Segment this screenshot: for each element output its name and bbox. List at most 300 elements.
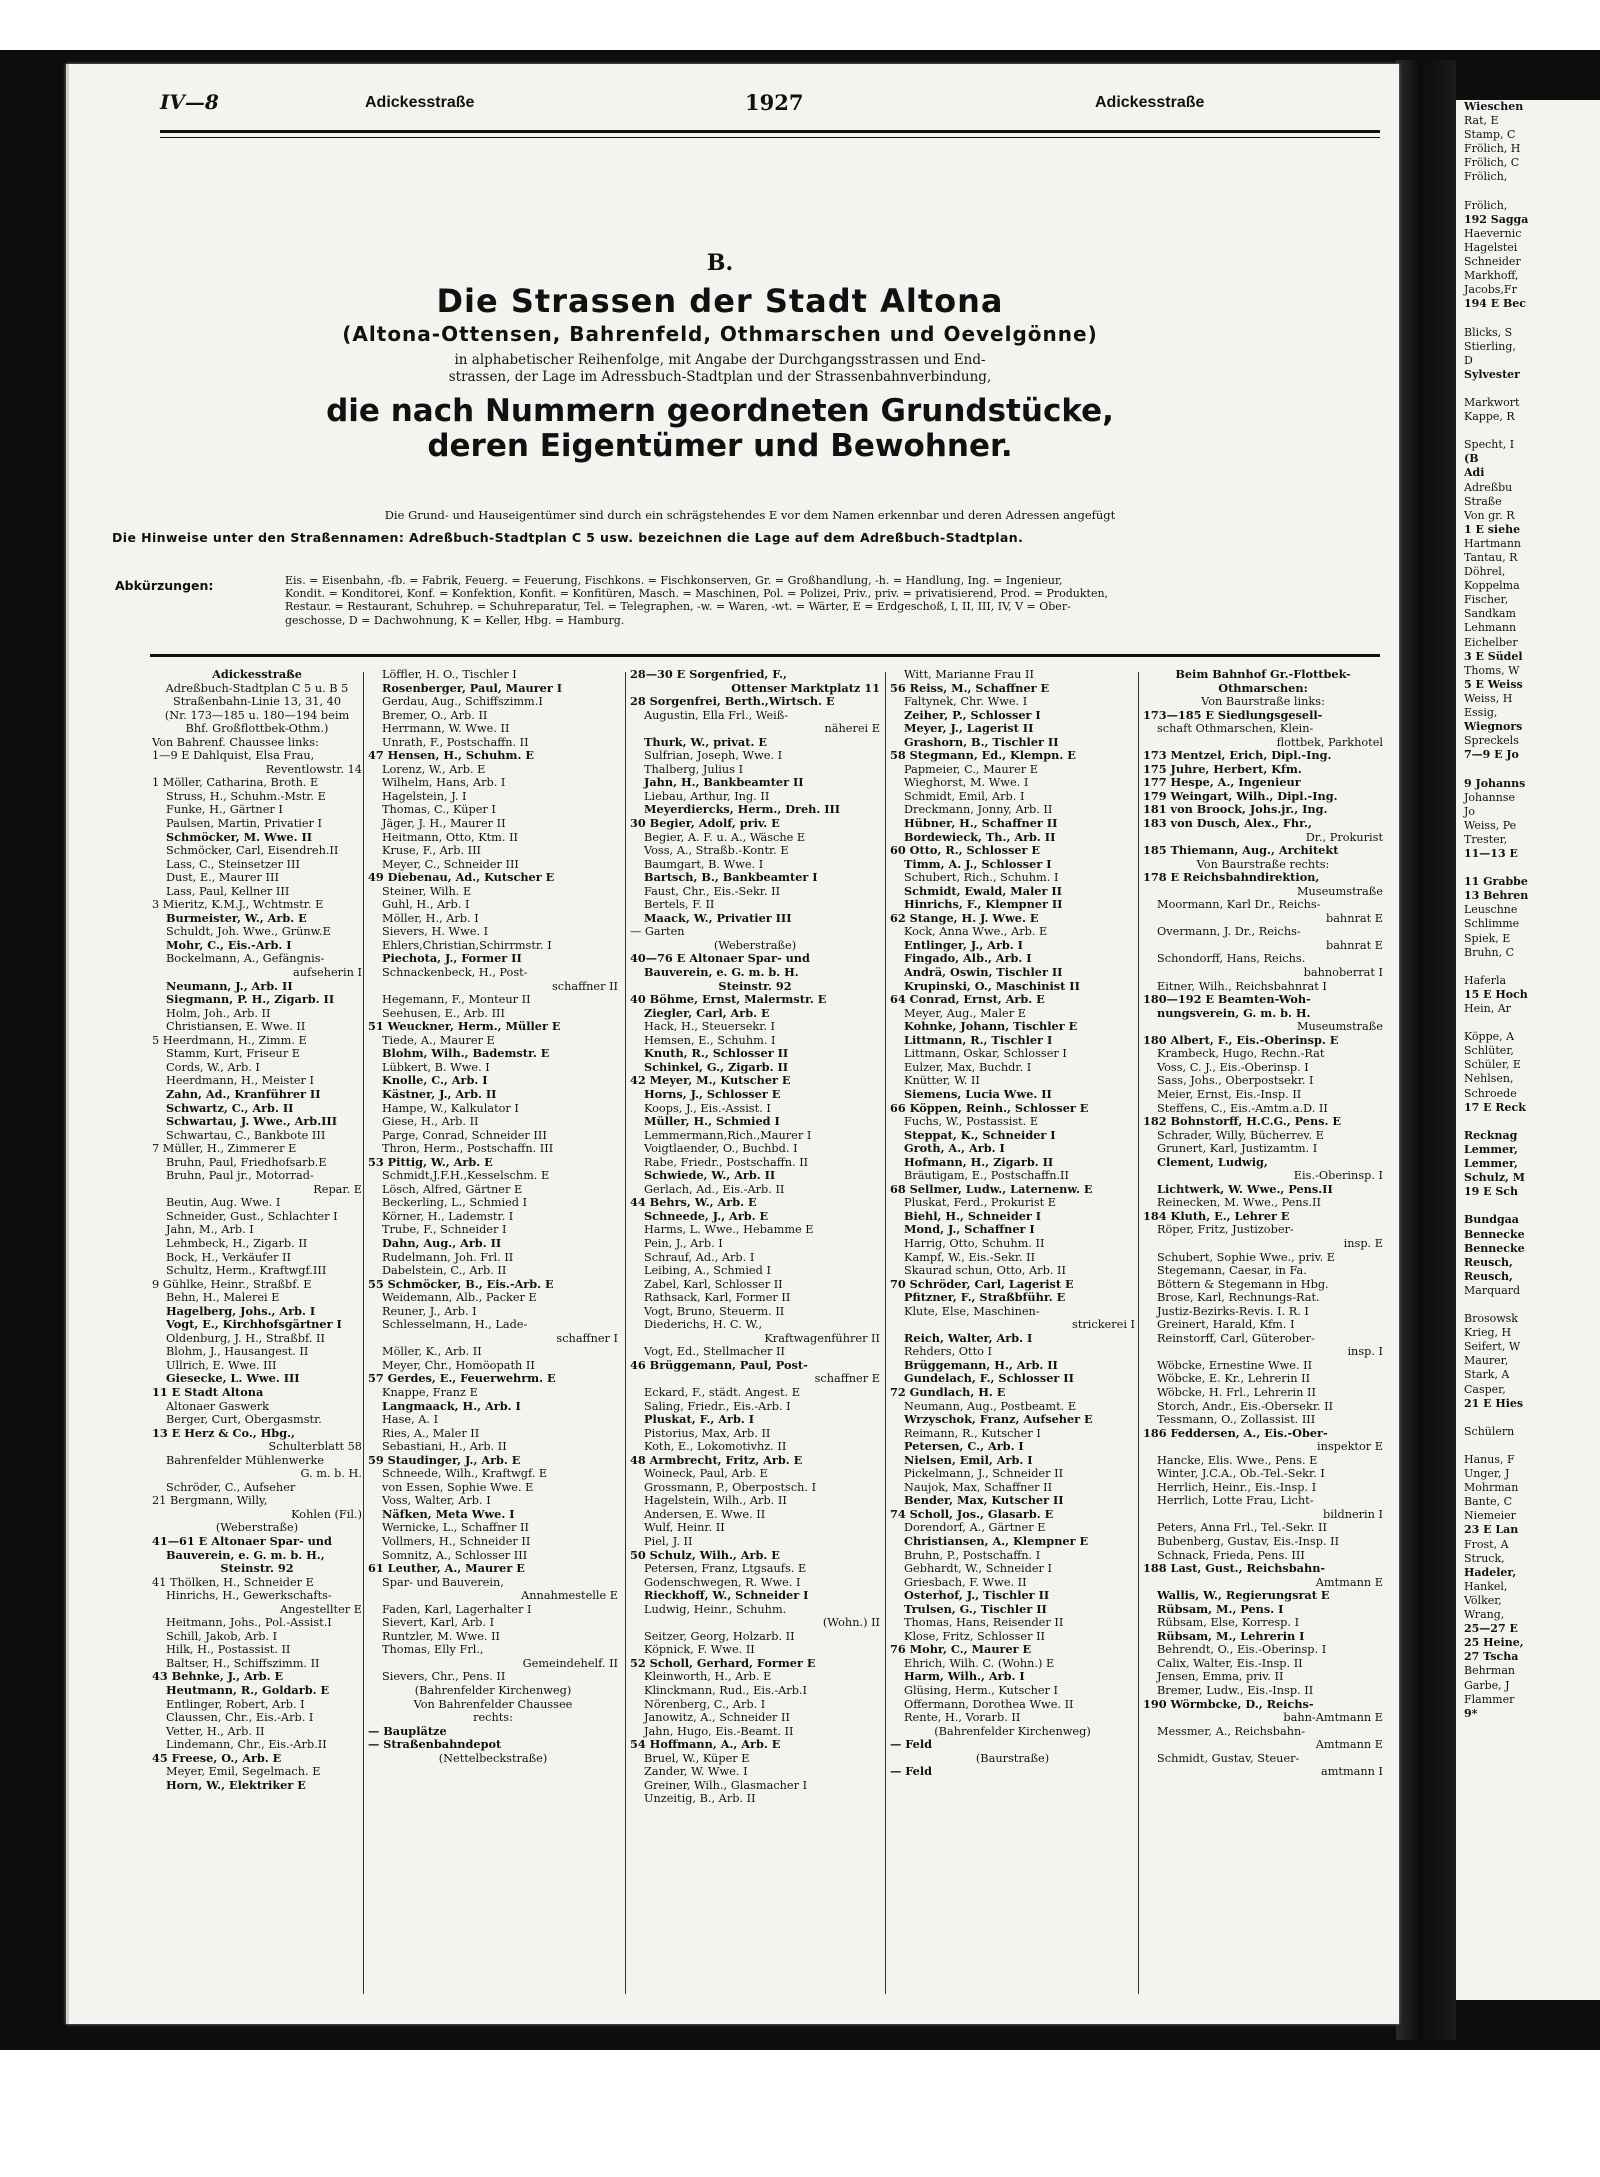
- directory-entry: Thron, Herm., Postschaffn. III: [382, 1142, 554, 1156]
- directory-entry: Ottenser Marktplatz 11: [731, 681, 880, 695]
- directory-entry: Zahn, Ad., Kranführer II: [166, 1087, 321, 1101]
- adjacent-page-entry: 11—13 E: [1464, 846, 1518, 860]
- directory-entry: Rieckhoff, W., Schneider I: [644, 1589, 809, 1603]
- directory-entry: 186 Feddersen, A., Eis.-Ober-: [1143, 1426, 1328, 1440]
- adjacent-page-entry: Unger, J: [1464, 1467, 1510, 1481]
- directory-entry: Krupinski, O., Maschinist II: [904, 979, 1080, 993]
- directory-entry: Overmann, J. Dr., Reichs-: [1157, 925, 1301, 939]
- adjacent-page-entry: Bante, C: [1464, 1495, 1513, 1509]
- directory-entry: Calix, Walter, Eis.-Insp. II: [1157, 1656, 1303, 1670]
- directory-entry: 13 E Herz & Co., Hbg.,: [152, 1426, 295, 1440]
- directory-entry: Knolle, C., Arb. I: [382, 1074, 488, 1088]
- directory-entry: Dahn, Aug., Arb. II: [382, 1236, 502, 1250]
- directory-entry: Baumgart, B. Wwe. I: [644, 857, 764, 871]
- directory-entry: Kleinworth, H., Arb. E: [644, 1670, 772, 1684]
- directory-entry: Entlinger, Robert, Arb. I: [166, 1697, 305, 1711]
- directory-entry: Schultz, Herm., Kraftwgf.III: [166, 1264, 327, 1278]
- directory-entry: Lindemann, Chr., Eis.-Arb.II: [166, 1738, 327, 1752]
- adjacent-page-entry: Schlüter,: [1464, 1044, 1514, 1058]
- directory-entry: Jäger, J. H., Maurer II: [382, 817, 506, 831]
- adjacent-page-entry: Haevernic: [1464, 226, 1522, 240]
- directory-entry: Jahn, Hugo, Eis.-Beamt. II: [644, 1724, 794, 1738]
- directory-entry: Witt, Marianne Frau II: [904, 668, 1034, 681]
- directory-entry: Röper, Fritz, Justizober-: [1157, 1223, 1294, 1237]
- directory-entry: schaft Othmarschen, Klein-: [1157, 722, 1314, 736]
- directory-entry: 57 Gerdes, E., Feuerwehrm. E: [368, 1372, 556, 1386]
- header-street-right: Adickesstraße: [1095, 94, 1205, 111]
- directory-entry: amtmann I: [1320, 1765, 1383, 1779]
- directory-entry: Meyer, J., Lagerist II: [904, 722, 1034, 736]
- directory-entry: Behrendt, O., Eis.-Oberinsp. I: [1157, 1643, 1327, 1657]
- directory-entry: Voss, A., Straßb.-Kontr. E: [644, 844, 789, 858]
- directory-entry: 58 Stegmann, Ed., Klempn. E: [890, 749, 1076, 763]
- directory-entry: Eis.-Oberinsp. I: [1293, 1169, 1383, 1183]
- directory-entry: Böttern & Stegemann in Hbg.: [1157, 1277, 1329, 1291]
- directory-entry: Von Bahrenfelder Chaussee: [413, 1697, 573, 1711]
- directory-entry: von Essen, Sophie Wwe. E: [382, 1480, 534, 1494]
- directory-entry: Hase, A. I: [382, 1413, 439, 1427]
- directory-entry: Nörenberg, C., Arb. I: [644, 1697, 766, 1711]
- adjacent-page-entry: Bennecke: [1464, 1227, 1525, 1241]
- directory-entry: Herrlich, Heinr., Eis.-Insp. I: [1157, 1480, 1317, 1494]
- directory-entry: 28—30 E Sorgenfried, F.,: [630, 668, 787, 681]
- abbreviations-line: Restaur. = Restaurant, Schuhrep. = Schuhreparatur, Tel. = Telegraphen, -w. = Waren, -wt. = Wärter, E = Erdgeschoß, I, II, III, IV, V = Ober-: [285, 600, 1071, 614]
- adjacent-page-entry: 5 E Weiss: [1464, 677, 1523, 691]
- directory-entry: Schwartau, C., Bankbote III: [166, 1128, 326, 1142]
- directory-entry: 48 Armbrecht, Fritz, Arb. E: [630, 1453, 803, 1467]
- adjacent-page-entry: Thoms, W: [1464, 663, 1520, 677]
- directory-entry: Bremer, O., Arb. II: [382, 708, 488, 722]
- directory-entry: Sebastiani, H., Arb. II: [382, 1440, 507, 1454]
- directory-entry: Tessmann, O., Zollassist. III: [1157, 1413, 1316, 1427]
- directory-entry: Hagelstein, J. I: [382, 789, 467, 803]
- adjacent-page-entry: Stamp, C: [1464, 128, 1516, 142]
- directory-entry: Andersen, E. Wwe. II: [644, 1507, 766, 1521]
- directory-entry: Harms, L. Wwe., Hebamme E: [644, 1223, 814, 1237]
- directory-entry: — Straßenbahndepot: [368, 1738, 502, 1752]
- directory-entry: Zander, W. Wwe. I: [644, 1765, 748, 1779]
- directory-entry: Möller, K., Arb. II: [382, 1345, 482, 1359]
- adjacent-page-entry: 27 Tscha: [1464, 1650, 1519, 1664]
- adjacent-page-entry: 9 Johanns: [1464, 776, 1526, 790]
- directory-entry: schaffner I: [556, 1331, 618, 1345]
- directory-entry: 68 Sellmer, Ludw., Laternenw. E: [890, 1182, 1093, 1196]
- directory-entry: bahnoberrat I: [1303, 966, 1383, 980]
- directory-entry: 5 Heerdmann, H., Zimm. E: [152, 1033, 307, 1047]
- directory-entry: Blohm, J., Hausangest. II: [166, 1345, 309, 1359]
- directory-entry: Thomas, Elly Frl.,: [382, 1643, 484, 1657]
- directory-entry: Skaurad schun, Otto, Arb. II: [904, 1264, 1066, 1278]
- directory-entry: Thalberg, Julius I: [644, 762, 744, 776]
- directory-entry: Clement, Ludwig,: [1157, 1155, 1268, 1169]
- adjacent-page-entry: [1464, 762, 1600, 776]
- adjacent-page-entry: Sylvester: [1464, 367, 1520, 381]
- adjacent-page-entry: 194 E Bec: [1464, 297, 1526, 311]
- adjacent-page-entry: [1464, 1439, 1600, 1453]
- owner-note: Die Grund- und Hauseigentümer sind durch ein schrägstehendes E vor dem Namen erkennbar und deren Adressen angefügt: [384, 508, 1116, 522]
- directory-entry: 72 Gundlach, H. E: [890, 1385, 1006, 1399]
- directory-entry: — Bauplätze: [368, 1724, 447, 1738]
- directory-entry: 43 Behnke, J., Arb. E: [152, 1670, 284, 1684]
- adjacent-page-entry: Brosowsk: [1464, 1312, 1518, 1326]
- directory-entry: Neumann, J., Arb. II: [166, 979, 293, 993]
- directory-entry: Andrä, Oswin, Tischler II: [904, 966, 1063, 980]
- directory-entry: Vetter, H., Arb. II: [166, 1724, 265, 1738]
- directory-entry: insp. I: [1347, 1345, 1383, 1359]
- directory-entry: Zabel, Karl, Schlosser II: [644, 1277, 783, 1291]
- directory-entry: Griesbach, F. Wwe. II: [904, 1575, 1027, 1589]
- adjacent-page-entry: Von gr. R: [1464, 508, 1515, 522]
- directory-entry: Gerlach, Ad., Eis.-Arb. II: [644, 1182, 785, 1196]
- directory-entry: 70 Schröder, Carl, Lagerist E: [890, 1277, 1074, 1291]
- directory-entry: Schmidt, Emil, Arb. I: [904, 789, 1025, 803]
- adjacent-page-entry: Casper,: [1464, 1382, 1506, 1396]
- directory-entry: Schubert, Rich., Schuhm. I: [904, 871, 1059, 885]
- directory-entry: — Feld: [890, 1738, 933, 1752]
- adjacent-page-entry: (B: [1464, 452, 1479, 466]
- directory-entry: Vogt, E., Kirchhofsgärtner I: [166, 1318, 342, 1332]
- directory-entry: Tiede, A., Maurer E: [382, 1033, 495, 1047]
- directory-entry: 190 Wörmbcke, D., Reichs-: [1143, 1697, 1314, 1711]
- directory-entry: Kohnke, Johann, Tischler E: [904, 1020, 1078, 1034]
- directory-entry: Petersen, C., Arb. I: [904, 1440, 1024, 1454]
- adjacent-page-entry: Frölich,: [1464, 198, 1508, 212]
- directory-entry: 180—192 E Beamten-Woh-: [1143, 993, 1311, 1007]
- adjacent-page-entry: 25—27 E: [1464, 1622, 1518, 1636]
- directory-entry: Herrlich, Lotte Frau, Licht-: [1157, 1494, 1314, 1508]
- directory-entry: Bubenberg, Gustav, Eis.-Insp. II: [1157, 1535, 1340, 1548]
- directory-entry: 173 Mentzel, Erich, Dipl.-Ing.: [1143, 749, 1332, 763]
- adjacent-page-entry: Frölich, C: [1464, 156, 1520, 170]
- directory-entry: 55 Schmöcker, B., Eis.-Arb. E: [368, 1277, 554, 1291]
- directory-entry: bildnerin I: [1323, 1507, 1383, 1521]
- directory-entry: (Weberstraße): [215, 1521, 299, 1535]
- directory-entry: Altonaer Gaswerk: [166, 1399, 269, 1413]
- directory-entry: Hack, H., Steuersekr. I: [644, 1020, 776, 1034]
- directory-entry: Wöbcke, H. Frl., Lehrerin II: [1157, 1385, 1316, 1399]
- directory-entry: 49 Diebenau, Ad., Kutscher E: [368, 871, 555, 885]
- directory-entry: 179 Weingart, Wilh., Dipl.-Ing.: [1143, 789, 1338, 803]
- directory-entry: Lorenz, W., Arb. E: [382, 762, 486, 776]
- directory-entry: Liebau, Arthur, Ing. II: [644, 789, 770, 803]
- header-year: 1927: [745, 90, 804, 115]
- directory-entry: Janowitz, A., Schneider II: [644, 1711, 790, 1725]
- directory-column-4: [890, 668, 1135, 1779]
- directory-entry: 185 Thiemann, Aug., Architekt: [1143, 844, 1339, 858]
- adjacent-page-entry: Bennecke: [1464, 1241, 1525, 1255]
- directory-entry: Schill, Jakob, Arb. I: [166, 1629, 278, 1643]
- adjacent-page-entry: Döhrel,: [1464, 565, 1506, 579]
- directory-entry: Lemmermann,Rich.,Maurer I: [644, 1128, 812, 1142]
- directory-entry: Pluskat, Ferd., Prokurist E: [904, 1196, 1057, 1210]
- directory-entry: Grunert, Karl, Justizamtm. I: [1157, 1142, 1318, 1156]
- directory-entry: 9 Gühlke, Heinr., Straßbf. E: [152, 1277, 312, 1291]
- adjacent-page-entry: 1 E siehe: [1464, 522, 1521, 536]
- adjacent-page-entry: [1464, 1115, 1600, 1129]
- directory-entry: Reimann, R., Kutscher I: [904, 1426, 1041, 1440]
- adjacent-page-entry: Reusch,: [1464, 1255, 1513, 1269]
- directory-entry: Grashorn, B., Tischler II: [904, 735, 1059, 749]
- abbreviations-line: Eis. = Eisenbahn, -fb. = Fabrik, Feuerg. = Feuerung, Fischkons. = Fischkonserven, Gr. = Großhandlung, -h. = Handlung, Ing. = Ingenieur,: [285, 574, 1063, 587]
- adjacent-page-entry: Frost, A: [1464, 1537, 1509, 1551]
- directory-entry: Schubert, Sophie Wwe., priv. E: [1157, 1250, 1336, 1264]
- directory-entry: Repar. E: [313, 1182, 362, 1196]
- directory-entry: Horns, J., Schlosser E: [644, 1087, 781, 1101]
- directory-entry: Beim Bahnhof Gr.-Flottbek-: [1175, 668, 1351, 681]
- directory-entry: Reich, Walter, Arb. I: [904, 1331, 1033, 1345]
- directory-entry: Wöbcke, Ernestine Wwe. II: [1157, 1358, 1313, 1372]
- adjacent-page-entry: [1464, 1411, 1600, 1425]
- directory-entry: 61 Leuther, A., Maurer E: [368, 1562, 525, 1576]
- directory-entry: Hagelberg, Johs., Arb. I: [166, 1304, 316, 1318]
- adjacent-page-entry: Bruhn, C: [1464, 945, 1515, 959]
- directory-entry: insp. E: [1343, 1236, 1383, 1250]
- directory-entry: Naujok, Max, Schaffner II: [904, 1480, 1053, 1494]
- directory-entry: Köpnick, F. Wwe. II: [644, 1643, 755, 1657]
- directory-entry: Kästner, J., Arb. II: [382, 1087, 497, 1101]
- adjacent-page-entry: [1464, 1016, 1600, 1030]
- directory-entry: Unrath, F., Postschaffn. II: [382, 735, 529, 749]
- directory-entry: Hemsen, E., Schuhm. I: [644, 1033, 776, 1047]
- directory-entry: Rente, H., Vorarb. II: [904, 1711, 1021, 1725]
- adjacent-page-entry: Tantau, R: [1464, 551, 1518, 564]
- directory-entry: Diederichs, H. C. W.,: [644, 1318, 763, 1332]
- directory-entry: Fuchs, W., Postassist. E: [904, 1115, 1039, 1129]
- directory-entry: Schondorff, Hans, Reichs.: [1157, 952, 1306, 966]
- map-hint: Die Hinweise unter den Straßennamen: Adreßbuch-Stadtplan C 5 usw. bezeichnen die Lage auf dem Adreßbuch-Stadtplan.: [112, 530, 1024, 545]
- directory-entry: Krambeck, Hugo, Rechn.-Rat: [1157, 1047, 1325, 1061]
- directory-entry: Langmaack, H., Arb. I: [382, 1399, 521, 1413]
- directory-entry: (Baurstraße): [975, 1751, 1050, 1765]
- directory-entry: Reventlowstr. 14: [265, 762, 362, 776]
- directory-entry: Schnack, Frieda, Pens. III: [1157, 1548, 1305, 1562]
- adjacent-page-entry: Schlimme: [1464, 917, 1520, 931]
- directory-entry: Pein, J., Arb. I: [644, 1236, 723, 1250]
- adjacent-page-entry: Schulz, M: [1464, 1171, 1525, 1185]
- directory-entry: 3 Mieritz, K.M.J., Wchtmstr. E: [152, 898, 324, 912]
- directory-entry: Kraftwagenführer II: [764, 1331, 880, 1345]
- directory-entry: Brose, Karl, Rechnungs-Rat.: [1157, 1291, 1320, 1305]
- directory-entry: (Wohn.) II: [822, 1616, 880, 1630]
- directory-entry: Glüsing, Herm., Kutscher I: [904, 1684, 1058, 1698]
- directory-entry: Christiansen, A., Klempner E: [904, 1535, 1089, 1548]
- directory-entry: Osterhof, J., Tischler II: [904, 1589, 1050, 1603]
- directory-entry: Dreckmann, Jonny, Arb. II: [904, 803, 1053, 817]
- directory-entry: Rübsam, Else, Korresp. I: [1157, 1616, 1300, 1630]
- directory-entry: rechts:: [473, 1711, 513, 1725]
- adjacent-page-entry: Hagelstei: [1464, 240, 1518, 254]
- title-block: [150, 250, 1290, 464]
- adjacent-page-entry: 23 E Lan: [1464, 1523, 1519, 1537]
- adjacent-page-entry: Flammer: [1464, 1692, 1515, 1706]
- directory-entry: 28 Sorgenfrei, Berth.,Wirtsch. E: [630, 695, 835, 709]
- directory-entry: Beckerling, L., Schmied I: [382, 1196, 528, 1210]
- directory-entry: Von Bahrenf. Chaussee links:: [152, 735, 319, 749]
- directory-entry: Bruhn, Paul jr., Motorrad-: [166, 1169, 314, 1183]
- header-rule: [160, 130, 1380, 133]
- directory-entry: Rudelmann, Joh. Frl. II: [382, 1250, 514, 1264]
- directory-entry: Horn, W., Elektriker E: [166, 1778, 306, 1792]
- heading-line-1: die nach Nummern geordneten Grundstücke,: [326, 393, 1114, 429]
- adjacent-page-entry: Straße: [1464, 494, 1502, 508]
- directory-entry: Gundelach, F., Schlosser II: [904, 1372, 1074, 1386]
- directory-entry: Bock, H., Verkäufer II: [166, 1250, 291, 1264]
- directory-entry: Knappe, Franz E: [382, 1385, 478, 1399]
- directory-entry: Schmöcker, M. Wwe. II: [166, 830, 313, 844]
- directory-entry: Godenschwegen, R. Wwe. I: [644, 1575, 801, 1589]
- directory-entry: Christiansen, E. Wwe. II: [166, 1020, 306, 1034]
- directory-entry: Sievers, Chr., Pens. II: [382, 1670, 506, 1684]
- directory-entry: Vogt, Ed., Stellmacher II: [644, 1345, 785, 1359]
- directory-entry: Rübsam, M., Lehrerin I: [1157, 1629, 1305, 1643]
- directory-entry: Eckard, F., städt. Angest. E: [644, 1385, 800, 1399]
- directory-entry: Schwiede, W., Arb. II: [644, 1169, 776, 1183]
- directory-entry: Struss, H., Schuhm.-Mstr. E: [166, 789, 326, 803]
- directory-entry: 53 Pittig, W., Arb. E: [368, 1155, 493, 1169]
- directory-entry: Dabelstein, C., Arb. II: [382, 1264, 507, 1278]
- directory-entry: Wieghorst, M. Wwe. I: [904, 776, 1029, 790]
- directory-entry: Guhl, H., Arb. I: [382, 898, 470, 912]
- directory-entry: Hagelstein, Wilh., Arb. II: [644, 1494, 787, 1508]
- adjacent-page-entry: 15 E Hoch: [1464, 987, 1528, 1001]
- directory-entry: Steiner, Wilh. E: [382, 884, 472, 898]
- directory-entry: Petersen, Franz, Ltgsaufs. E: [644, 1562, 807, 1576]
- directory-entry: Kock, Anna Wwe., Arb. E: [904, 925, 1048, 939]
- directory-entry: Dorendorf, A., Gärtner E: [904, 1521, 1046, 1535]
- directory-entry: bahnrat E: [1325, 938, 1383, 952]
- adjacent-page-entry: 192 Sagga: [1464, 212, 1529, 226]
- directory-entry: 44 Behrs, W., Arb. E: [630, 1196, 757, 1210]
- directory-entry: Schneede, J., Arb. E: [644, 1209, 769, 1223]
- directory-entry: 183 von Dusch, Alex., Fhr.,: [1143, 817, 1312, 831]
- directory-entry: Stamm, Kurt, Friseur E: [166, 1047, 301, 1061]
- directory-entry: Hübner, H., Schaffner II: [904, 817, 1058, 831]
- directory-entry: Hofmann, H., Zigarb. II: [904, 1155, 1054, 1169]
- directory-entry: Gebhardt, W., Schneider I: [904, 1562, 1053, 1576]
- directory-entry: 41 Thölken, H., Schneider E: [152, 1575, 314, 1589]
- directory-entry: bahnrat E: [1325, 911, 1383, 925]
- adjacent-page-entry: [1464, 960, 1600, 974]
- directory-entry: Storch, Andr., Eis.-Obersekr. II: [1157, 1399, 1334, 1413]
- directory-entry: Augustin, Ella Frl., Weiß-: [644, 708, 789, 722]
- directory-entry: 184 Kluth, E., Lehrer E: [1143, 1209, 1290, 1223]
- directory-entry: 181 von Broock, Johs.jr., Ing.: [1143, 803, 1328, 817]
- directory-entry: Hegemann, F., Monteur II: [382, 993, 531, 1007]
- directory-entry: Straßenbahn-Linie 13, 31, 40: [172, 695, 342, 709]
- adjacent-page-entry: Blicks, S: [1464, 325, 1513, 339]
- directory-entry: Baltser, H., Schiffszimm. II: [166, 1656, 320, 1670]
- directory-entry: 180 Albert, F., Eis.-Oberinsp. E: [1143, 1033, 1339, 1047]
- adjacent-page-entry: Jo: [1464, 804, 1476, 818]
- adjacent-page-entry: Specht, I: [1464, 438, 1515, 452]
- adjacent-page-entry: Sandkam: [1464, 607, 1516, 621]
- directory-entry: 59 Staudinger, J., Arb. E: [368, 1453, 521, 1467]
- directory-entry: Schmidt, Gustav, Steuer-: [1157, 1751, 1300, 1765]
- directory-entry: Peters, Anna Frl., Tel.-Sekr. II: [1157, 1521, 1327, 1535]
- adjacent-page-entry: Trester,: [1464, 832, 1508, 846]
- directory-entry: Adreßbuch-Stadtplan C 5 u. B 5: [165, 681, 349, 695]
- directory-entry: 42 Meyer, M., Kutscher E: [630, 1074, 791, 1088]
- directory-entry: Museumstraße: [1296, 884, 1383, 898]
- directory-entry: Siemens, Lucia Wwe. II: [904, 1087, 1052, 1101]
- directory-entry: Museumstraße: [1296, 1020, 1383, 1034]
- directory-entry: Fingado, Alb., Arb. I: [904, 952, 1032, 966]
- directory-entry: Kruse, F., Arb. III: [382, 844, 481, 858]
- directory-entry: (Nettelbeckstraße): [438, 1751, 548, 1765]
- directory-entry: Leibing, A., Schmied I: [644, 1264, 771, 1278]
- directory-entry: Hinrichs, H., Gewerkschafts-: [166, 1589, 332, 1603]
- adjacent-page-entry: Weiss, H: [1464, 691, 1513, 705]
- subtitle: (Altona-Ottensen, Bahrenfeld, Othmarschen und Oevelgönne): [342, 322, 1098, 346]
- directory-entry: Stegemann, Caesar, in Fa.: [1157, 1264, 1307, 1278]
- directory-entry: 60 Otto, R., Schlosser E: [890, 844, 1040, 858]
- directory-entry: Runtzler, M. Wwe. II: [382, 1629, 501, 1643]
- adjacent-page-entry: Fischer,: [1464, 593, 1509, 607]
- description-line-1: in alphabetischer Reihenfolge, mit Angabe der Durchgangsstrassen und End-: [454, 352, 986, 368]
- adjacent-page-entry: Wrang,: [1464, 1608, 1505, 1622]
- directory-entry: Bruhn, Paul, Friedhofsarb.E: [166, 1155, 327, 1169]
- adjacent-page-fragment: [1456, 100, 1600, 2000]
- directory-entry: Burmeister, W., Arb. E: [166, 911, 307, 925]
- directory-entry: Faden, Karl, Lagerhalter I: [382, 1602, 532, 1616]
- directory-entry: Heitmann, Otto, Ktm. II: [382, 830, 518, 844]
- directory-entry: Jensen, Emma, priv. II: [1157, 1670, 1284, 1684]
- directory-entry: Trube, F., Schneider I: [382, 1223, 507, 1237]
- directory-entry: 66 Köppen, Reinh., Schlosser E: [890, 1101, 1089, 1115]
- directory-entry: schaffner E: [814, 1372, 880, 1386]
- directory-entry: 47 Hensen, H., Schuhm. E: [368, 749, 534, 763]
- directory-entry: Sulfrian, Joseph, Wwe. I: [644, 749, 783, 763]
- directory-entry: Dr., Prokurist: [1305, 830, 1383, 844]
- directory-entry: Schrauf, Ad., Arb. I: [644, 1250, 755, 1264]
- directory-entry: Holm, Joh., Arb. II: [166, 1006, 271, 1020]
- directory-entry: Begier, A. F. u. A., Wäsche E: [644, 830, 806, 844]
- directory-entry: 40—76 E Altonaer Spar- und: [630, 952, 810, 966]
- adjacent-page-entry: 19 E Sch: [1464, 1185, 1518, 1199]
- adjacent-page-entry: Hein, Ar: [1464, 1002, 1511, 1015]
- abbreviations-label: Abkürzungen:: [115, 578, 214, 593]
- directory-entry: Wilhelm, Hans, Arb. I: [382, 776, 506, 790]
- directory-entry: Heutmann, R., Goldarb. E: [166, 1684, 330, 1698]
- directory-entry: Hinrichs, F., Klempner II: [904, 898, 1063, 912]
- directory-entry: 50 Schulz, Wilh., Arb. E: [630, 1548, 780, 1562]
- directory-entry: Schrader, Willy, Bücherrev. E: [1157, 1128, 1324, 1142]
- adjacent-page-entry: Köppe, A: [1464, 1030, 1515, 1044]
- directory-entry: Bordewieck, Th., Arb. II: [904, 830, 1056, 844]
- directory-entry: 178 E Reichsbahndirektion,: [1143, 871, 1320, 885]
- directory-entry: Vogt, Bruno, Steuerm. II: [644, 1304, 785, 1318]
- directory-entry: 177 Hespe, A., Ingenieur: [1143, 776, 1301, 790]
- directory-entry: Entlinger, J., Arb. I: [904, 938, 1023, 952]
- directory-entry: Biehl, H., Schneider I: [904, 1209, 1042, 1223]
- directory-entry: Trulsen, G., Tischler II: [904, 1602, 1047, 1616]
- directory-entry: Lösch, Alfred, Gärtner E: [382, 1182, 523, 1196]
- directory-entry: Groth, A., Arb. I: [904, 1142, 1005, 1156]
- book-binding: [1396, 60, 1456, 2040]
- abbreviations-text: [285, 574, 1395, 627]
- directory-entry: Hancke, Elis. Wwe., Pens. E: [1157, 1453, 1318, 1467]
- directory-entry: Schuldt, Joh. Wwe., Grünw.E: [166, 925, 331, 939]
- directory-entry: Löffler, H. O., Tischler I: [382, 668, 517, 681]
- directory-entry: Ziegler, Carl, Arb. E: [644, 1006, 770, 1020]
- directory-entry: Wallis, W., Regierungsrat E: [1157, 1589, 1330, 1603]
- directory-entry: 1 Möller, Catharina, Broth. E: [152, 776, 319, 790]
- directory-entry: Lass, Paul, Kellner III: [166, 884, 290, 898]
- directory-entry: Seitzer, Georg, Holzarb. II: [644, 1629, 795, 1643]
- adjacent-page-entry: Wieschen: [1464, 100, 1524, 113]
- adjacent-page-entry: 25 Heine,: [1464, 1636, 1524, 1650]
- directory-entry: Giesecke, L. Wwe. III: [166, 1372, 300, 1386]
